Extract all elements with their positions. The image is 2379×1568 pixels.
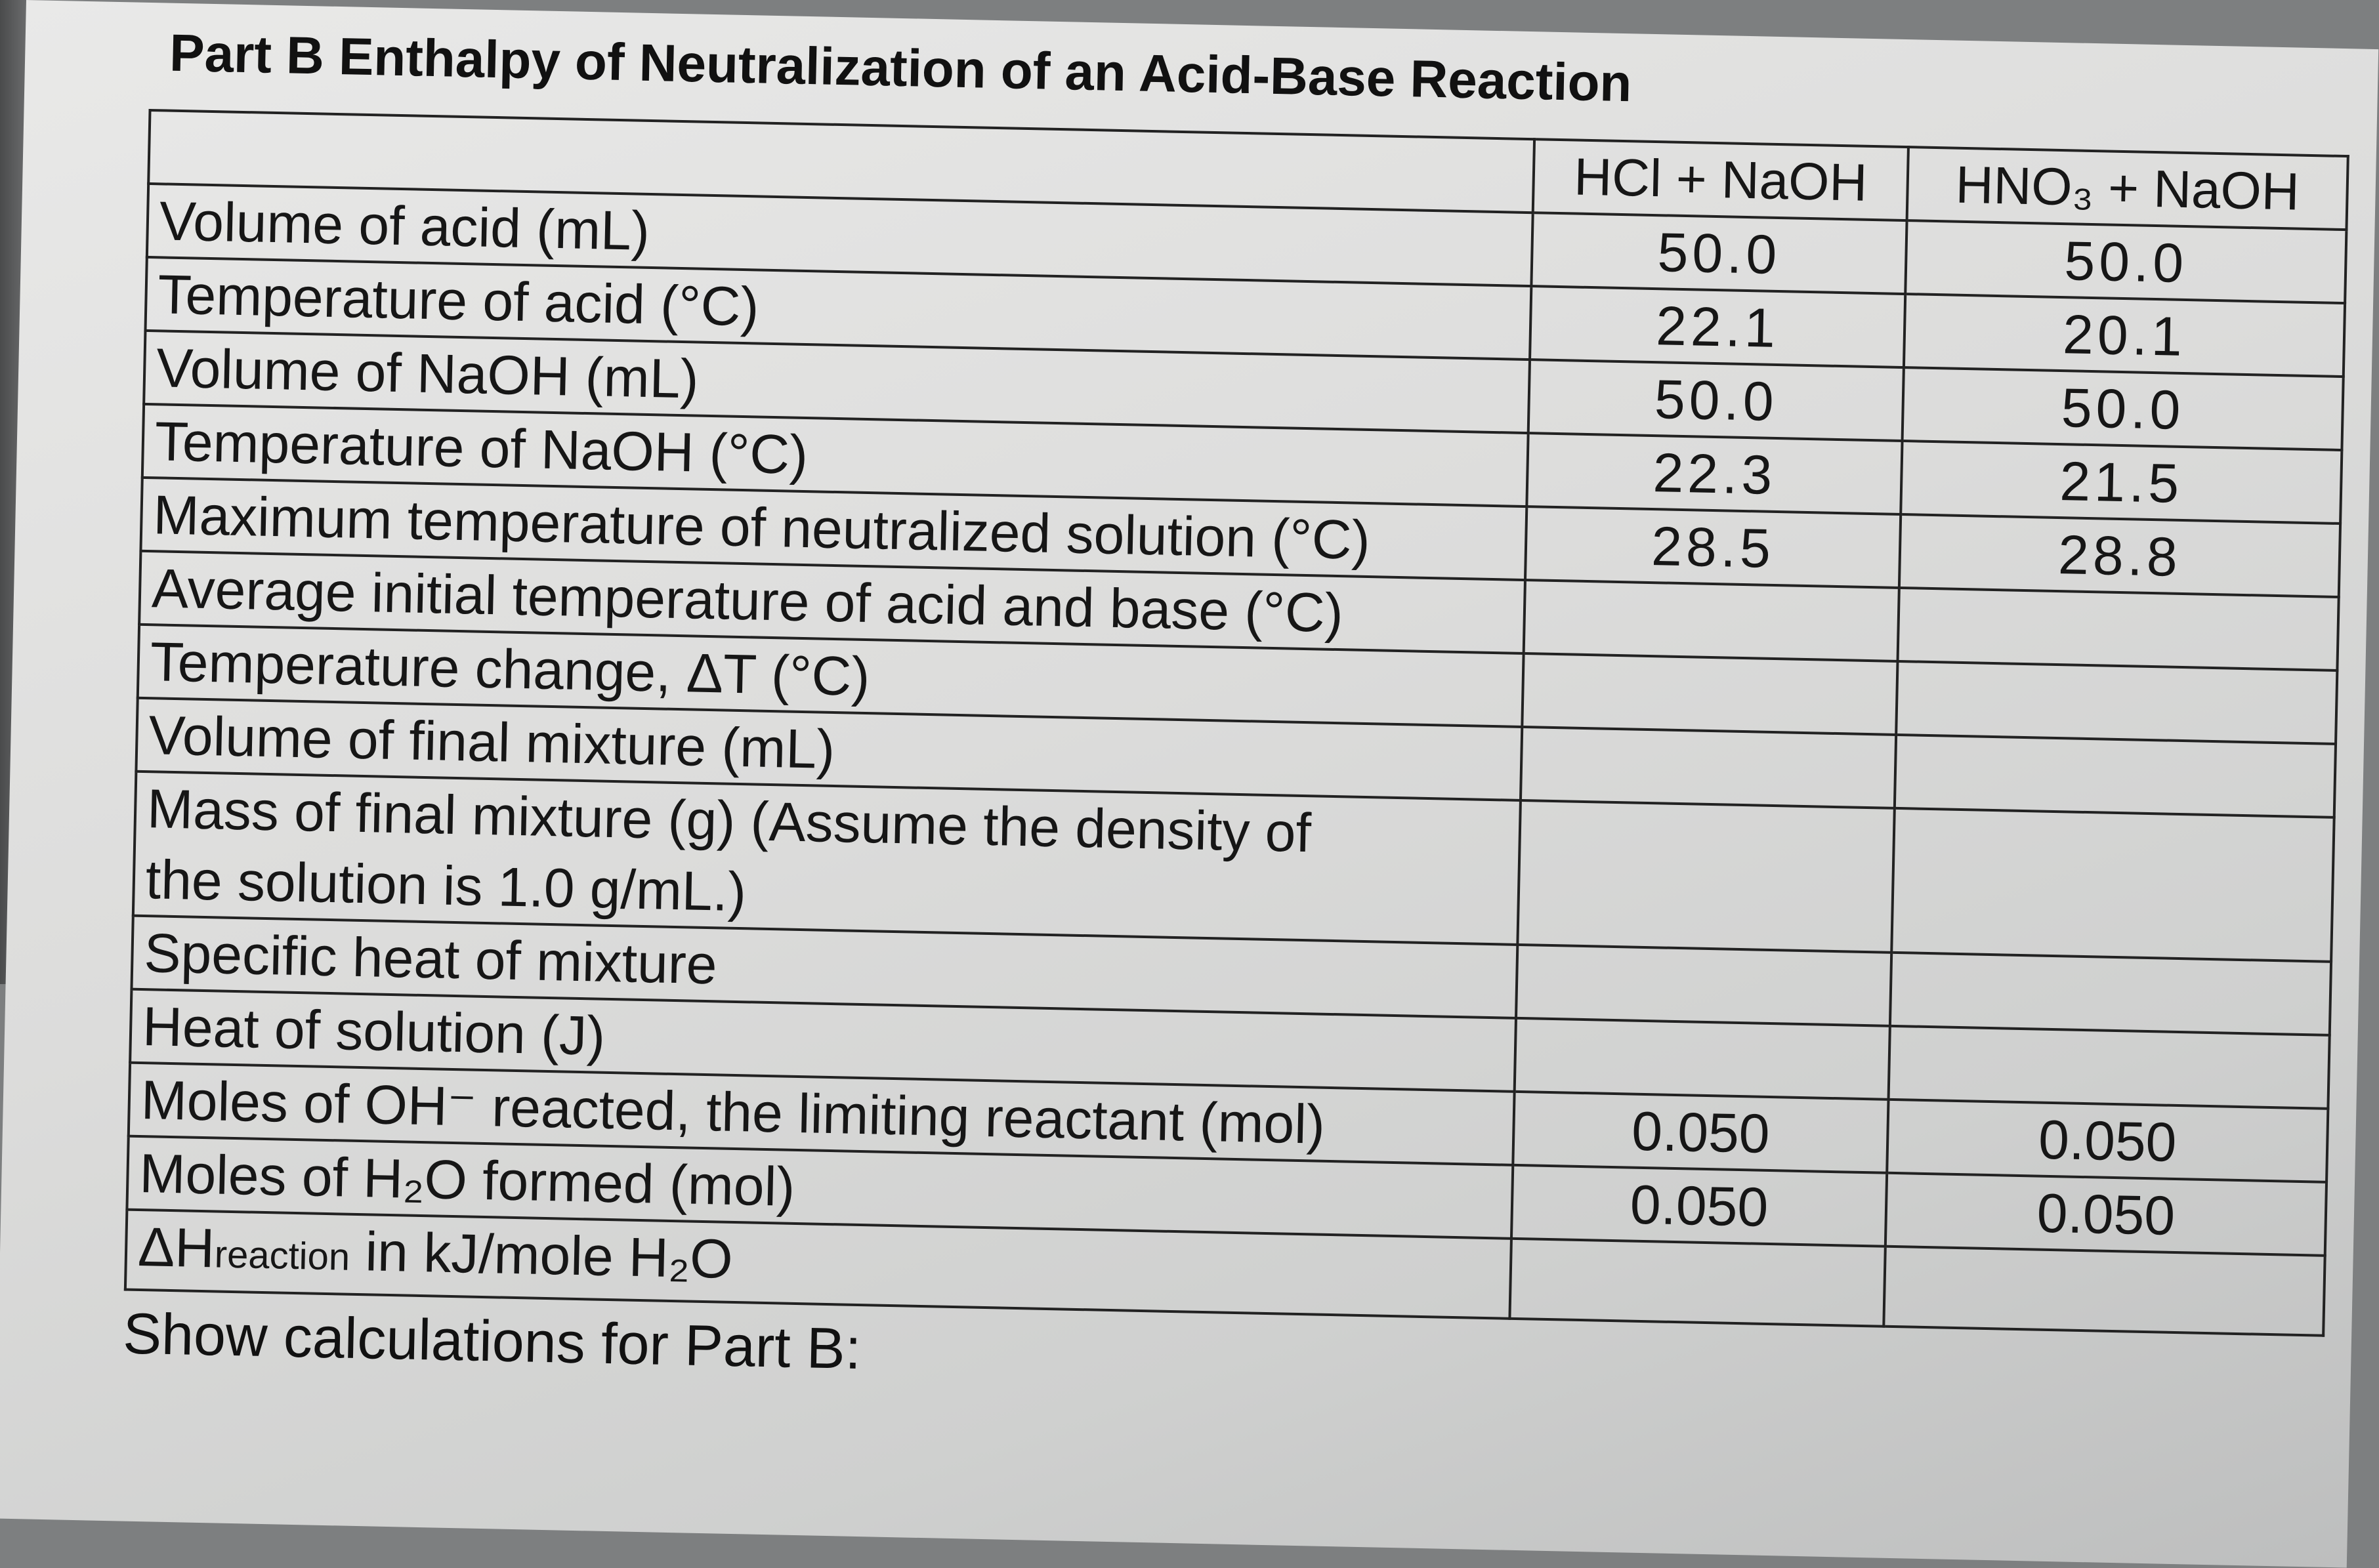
row-label: Specific heat of mixture bbox=[131, 916, 1517, 1018]
handwritten-value-hcl: 50.0 bbox=[1528, 360, 1904, 441]
calculations-prompt: Show calculations for Part B: bbox=[122, 1300, 862, 1382]
empty-cell-hcl bbox=[1515, 1018, 1890, 1100]
empty-cell-hcl bbox=[1522, 653, 1897, 735]
handwritten-value-hno3: 50.0 bbox=[1903, 367, 2344, 450]
empty-cell-hno3 bbox=[1896, 661, 2337, 744]
handwritten-value-hno3: 50.0 bbox=[1905, 220, 2346, 303]
empty-cell-hno3 bbox=[1889, 1026, 2330, 1109]
printed-value-hno3: 0.050 bbox=[1887, 1100, 2328, 1182]
row-label: Volume of NaOH (mL) bbox=[144, 331, 1530, 433]
empty-cell-hno3 bbox=[1890, 953, 2331, 1035]
empty-cell-hno3 bbox=[1884, 1247, 2325, 1336]
handwritten-value-hno3: 28.8 bbox=[1899, 514, 2340, 597]
data-table bbox=[124, 109, 2349, 1337]
header-hcl: HCl + NaOH bbox=[1533, 139, 1908, 220]
handwritten-value-hcl: 22.1 bbox=[1530, 286, 1905, 367]
handwritten-value-hno3: 21.5 bbox=[1901, 441, 2342, 524]
row-label: Volume of final mixture (mL) bbox=[136, 698, 1522, 800]
delta-h-subscript: reaction bbox=[214, 1233, 350, 1279]
empty-cell-hcl bbox=[1516, 945, 1891, 1026]
printed-value-hcl: 0.050 bbox=[1511, 1165, 1887, 1247]
row-label: Moles of OH⁻ reacted, the limiting reactant (mol) bbox=[129, 1063, 1515, 1165]
row-label: Average initial temperature of acid and base (°C) bbox=[139, 551, 1525, 653]
delta-h-units: in kJ/mole H₂O bbox=[349, 1220, 734, 1290]
row-label: Maximum temperature of neutralized solution (°C) bbox=[140, 478, 1526, 580]
empty-cell-hno3 bbox=[1891, 808, 2334, 962]
header-hno3: HNO₃ + NaOH bbox=[1907, 147, 2348, 230]
handwritten-value-hcl: 22.3 bbox=[1526, 433, 1902, 514]
row-label-two-line bbox=[133, 772, 1521, 945]
row-label: Volume of acid (mL) bbox=[147, 184, 1533, 286]
row-label: Heat of solution (J) bbox=[130, 989, 1516, 1092]
empty-cell-hcl bbox=[1521, 727, 1896, 808]
worksheet-content bbox=[122, 9, 2379, 1414]
empty-cell-hno3 bbox=[1898, 588, 2339, 671]
row-label: Temperature change, ΔT (°C) bbox=[138, 625, 1524, 727]
printed-value-hcl: 0.050 bbox=[1513, 1092, 1888, 1173]
section-title: Part B Enthalpy of Neutralization of an Acid-Base Reaction bbox=[169, 23, 1633, 113]
empty-cell-hcl bbox=[1509, 1239, 1885, 1327]
row-label: Temperature of acid (°C) bbox=[145, 257, 1531, 360]
handwritten-value-hcl: 50.0 bbox=[1531, 213, 1906, 294]
handwritten-value-hcl: 28.5 bbox=[1525, 506, 1901, 588]
row-label: Temperature of NaOH (°C) bbox=[142, 404, 1528, 506]
empty-cell-hcl bbox=[1517, 800, 1894, 953]
empty-cell-hcl bbox=[1524, 580, 1899, 661]
delta-h-symbol: ΔH bbox=[137, 1215, 215, 1279]
printed-value-hno3: 0.050 bbox=[1885, 1173, 2326, 1256]
row-label: Moles of H₂O formed (mol) bbox=[127, 1136, 1513, 1239]
handwritten-value-hno3: 20.1 bbox=[1904, 294, 2345, 377]
row-label-line: the solution is 1.0 g/mL.) bbox=[144, 848, 747, 923]
empty-cell-hno3 bbox=[1895, 735, 2336, 817]
row-label-line: Mass of final mixture (g) (Assume the density of bbox=[146, 777, 1312, 864]
